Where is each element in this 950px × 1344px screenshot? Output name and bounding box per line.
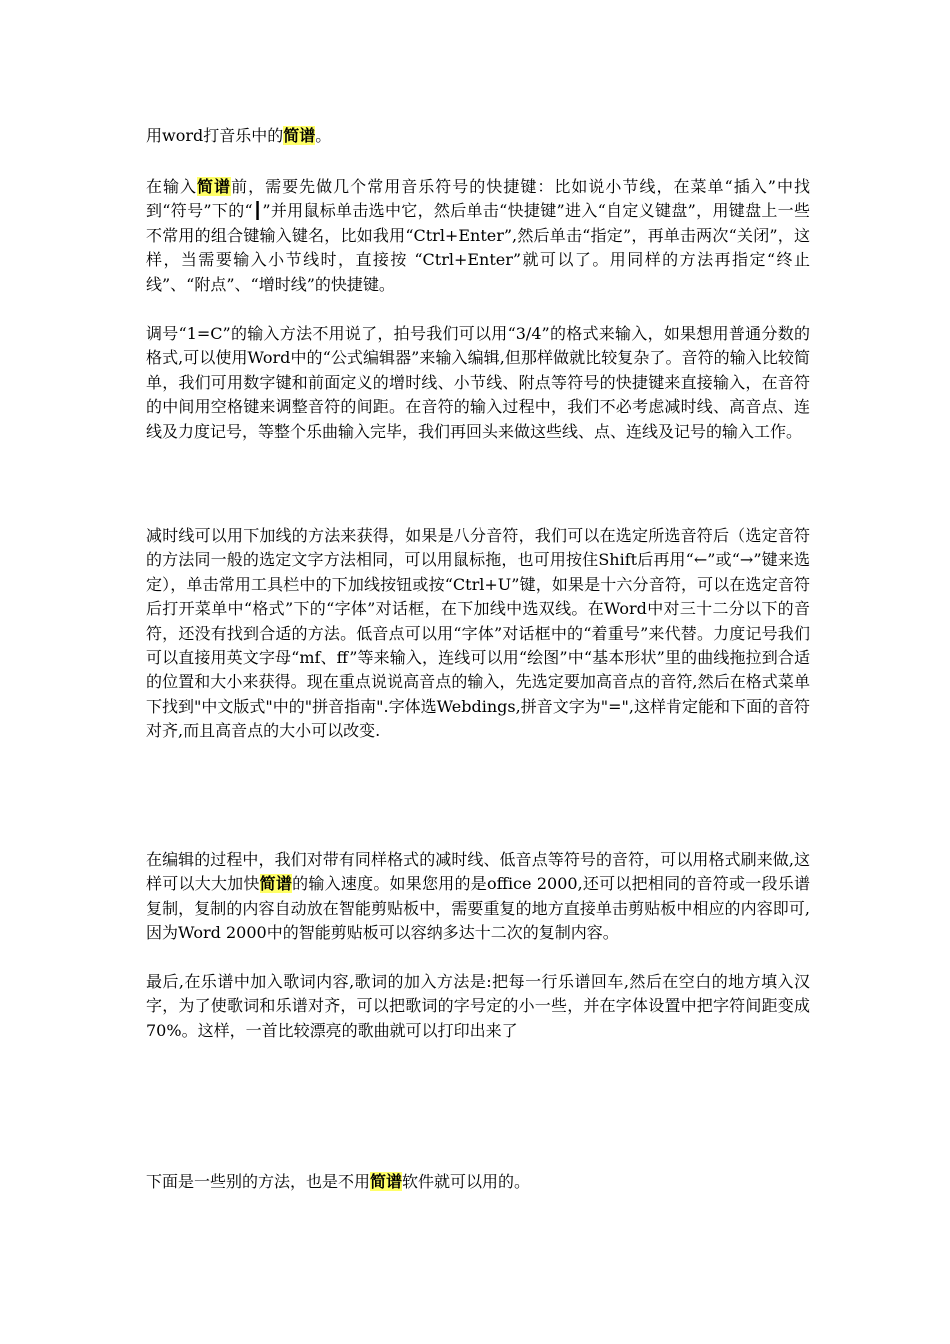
text-run: 前，需要先做几个常用音乐符号的快捷键：比如说小节线，在菜单“插入”中找到“符号”下的“┃”并用鼠标单击选中它，然后单击“快捷键”进入“自定义键盘”，用键盘上一些不常用的组合键输入键名，比如我用“Ctrl+Enter”,然后单击“指定”，再单击两次“关闭”，这样，当需要输入小节线时，直接按 “Ctrl+Enter”就可以了。用同样的方法再指定“终止线”、“附点”、“增时线”的快捷键。 xyxy=(146,177,810,294)
paragraph-title xyxy=(146,124,810,148)
paragraph-lyrics: 最后,在乐谱中加入歌词内容,歌词的加入方法是:把每一行乐谱回车,然后在空白的地方填入汉字，为了使歌词和乐谱对齐，可以把歌词的字号定的小一些，并在字体设置中把字符间距变成70%。这样，一首比较漂亮的歌曲就可以打印出来了 xyxy=(146,972,810,1040)
highlight-jianpu: 简谱 xyxy=(370,1172,403,1191)
text-run: 软件就可以用的。 xyxy=(402,1172,531,1191)
highlight-jianpu: 简谱 xyxy=(197,177,232,196)
text-run: 。 xyxy=(315,126,332,145)
text-run: 下面是一些别的方法，也是不用 xyxy=(146,1172,371,1191)
highlight-jianpu: 简谱 xyxy=(283,126,316,145)
paragraph-other-methods xyxy=(146,1170,810,1194)
paragraph-shortcuts xyxy=(146,175,810,297)
paragraph-notes-input: 调号“1=C”的输入方法不用说了，拍号我们可以用“3/4”的格式来输入，如果想用普通分数的格式,可以使用Word中的“公式编辑器”来输入编辑,但那样做就比较复杂了。音符的输入比较简单，我们可用数字键和前面定义的增时线、小节线、附点等符号的快捷键来直接输入，在音符的中间用空格键来调整音符的间距。在音符的输入过程中，我们不必考虑减时线、高音点、连线及力度记号，等整个乐曲输入完毕，我们再回头来做这些线、点、连线及记号的输入工作。 xyxy=(146,324,810,441)
text-run: 的输入速度。如果您用的是office 2000,还可以把相同的音符或一段乐谱复制，复制的内容自动放在智能剪贴板中，需要重复的地方直接单击剪贴板中相应的内容即可,因为Word 2000中的智能剪贴板可以容纳多达十二次的复制内容。 xyxy=(146,874,810,943)
highlight-jianpu: 简谱 xyxy=(259,874,293,894)
text-run: 用word打音乐中的 xyxy=(146,126,284,145)
paragraph-format-painter xyxy=(146,848,810,946)
paragraph-marks: 减时线可以用下加线的方法来获得，如果是八分音符，我们可以在选定所选音符后（选定音符的方法同一般的选定文字方法相同，可以用鼠标拖，也可用按住Shift后再用“←”或“→”键来选定），单击常用工具栏中的下加线按钮或按“Ctrl+U”键，如果是十六分音符，可以在选定音符后打开菜单中“格式”下的“字体”对话框，在下加线中选双线。在Word中对三十二分以下的音符，还没有找到合适的方法。低音点可以用“字体”对话框中的“着重号”来代替。力度记号我们可以直接用英文字母“mf、ff”等来输入，连线可以用“绘图”中“基本形状”里的曲线拖拉到合适的位置和大小来获得。现在重点说说高音点的输入，先选定要加高音点的音符,然后在格式菜单下找到"中文版式"中的"拼音指南".字体选Webdings,拼音文字为"=",这样肯定能和下面的音符对齐,而且高音点的大小可以改变. xyxy=(146,526,810,741)
text-run: 在编辑的过程中，我们对带有同样格式的减时线、低音点等符号的音符，可以用格式刷来做,这样可以大大加快 xyxy=(146,850,810,894)
text-run: 在输入 xyxy=(146,177,198,196)
